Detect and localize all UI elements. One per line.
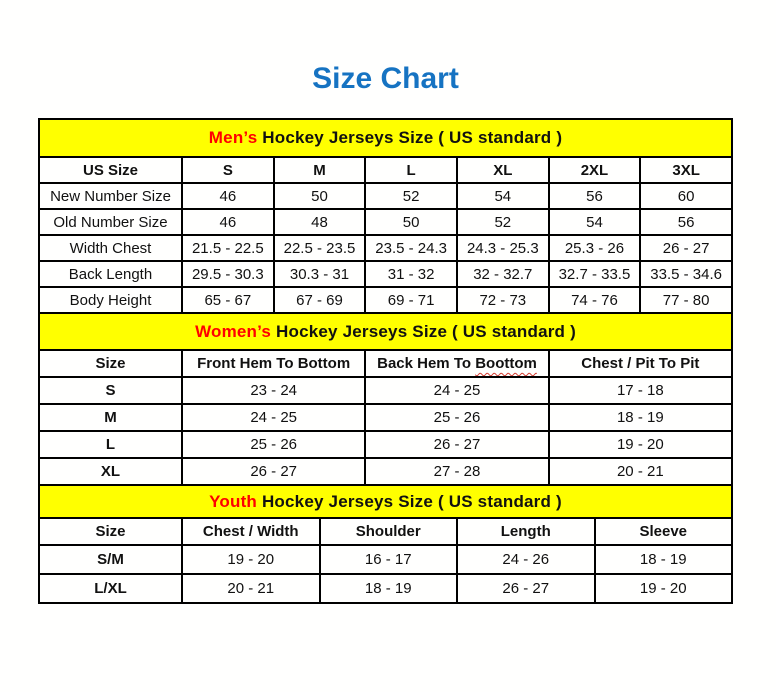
size-value: 26 - 27 — [365, 431, 548, 458]
size-value: 72 - 73 — [457, 287, 549, 313]
youth-section-title — [39, 485, 732, 518]
size-value: 25 - 26 — [365, 404, 548, 431]
size-value: 26 - 27 — [640, 235, 732, 261]
section-title-text: Hockey Jerseys Size ( US standard ) — [257, 128, 563, 147]
size-value: 46 — [182, 183, 274, 209]
size-value: 20 - 21 — [549, 458, 732, 485]
size-value: 18 - 19 — [549, 404, 732, 431]
size-value: 67 - 69 — [274, 287, 366, 313]
size-value: 46 — [182, 209, 274, 235]
row-label: S — [39, 377, 182, 404]
size-value: 54 — [457, 183, 549, 209]
table-row — [39, 183, 732, 209]
size-value: 26 - 27 — [182, 458, 365, 485]
row-label: XL — [39, 458, 182, 485]
size-value: 19 - 20 — [595, 574, 733, 603]
column-header: L — [365, 157, 457, 183]
section-title-highlight: Youth — [209, 491, 258, 511]
womens-section-title — [39, 313, 732, 350]
size-value: 16 - 17 — [320, 545, 458, 574]
size-value: 24 - 25 — [182, 404, 365, 431]
size-value: 74 - 76 — [549, 287, 641, 313]
size-value: 24.3 - 25.3 — [457, 235, 549, 261]
size-value: 25 - 26 — [182, 431, 365, 458]
youth-size-table — [38, 484, 733, 604]
size-value: 21.5 - 22.5 — [182, 235, 274, 261]
column-header: Front Hem To Bottom — [182, 350, 365, 377]
size-value: 32.7 - 33.5 — [549, 261, 641, 287]
row-label: L/XL — [39, 574, 182, 603]
size-value: 48 — [274, 209, 366, 235]
size-value: 33.5 - 34.6 — [640, 261, 732, 287]
size-value: 65 - 67 — [182, 287, 274, 313]
size-value: 19 - 20 — [549, 431, 732, 458]
column-header: Shoulder — [320, 518, 458, 545]
table-row — [39, 545, 732, 574]
size-value: 50 — [274, 183, 366, 209]
section-title-highlight: Men’s — [208, 128, 258, 147]
size-value: 27 - 28 — [365, 458, 548, 485]
size-value: 19 - 20 — [182, 545, 320, 574]
womens-size-table — [38, 312, 733, 486]
table-row — [39, 404, 732, 431]
row-label: Width Chest — [39, 235, 182, 261]
column-header: Back Hem To Boottom — [365, 350, 548, 377]
size-value: 22.5 - 23.5 — [274, 235, 366, 261]
size-value: 24 - 25 — [365, 377, 548, 404]
column-header: Chest / Width — [182, 518, 320, 545]
tables — [38, 118, 733, 604]
size-value: 56 — [549, 183, 641, 209]
size-value: 24 - 26 — [457, 545, 595, 574]
table-row — [39, 458, 732, 485]
column-header: Sleeve — [595, 518, 733, 545]
table-row — [39, 235, 732, 261]
size-value: 25.3 - 26 — [549, 235, 641, 261]
column-header: Chest / Pit To Pit — [549, 350, 732, 377]
size-value: 30.3 - 31 — [274, 261, 366, 287]
row-label: L — [39, 431, 182, 458]
row-label: S/M — [39, 545, 182, 574]
section-title-text: Hockey Jerseys Size ( US standard ) — [257, 491, 562, 511]
size-value: 52 — [365, 183, 457, 209]
size-value: 18 - 19 — [320, 574, 458, 603]
table-row — [39, 209, 732, 235]
mens-size-table — [38, 118, 733, 314]
column-header: S — [182, 157, 274, 183]
column-header: Size — [39, 350, 182, 377]
table-row — [39, 574, 732, 603]
size-value: 52 — [457, 209, 549, 235]
row-label: M — [39, 404, 182, 431]
page-title: Size Chart — [312, 62, 459, 95]
size-value: 50 — [365, 209, 457, 235]
row-label: Back Length — [39, 261, 182, 287]
size-value: 60 — [640, 183, 732, 209]
size-value: 20 - 21 — [182, 574, 320, 603]
row-label: Old Number Size — [39, 209, 182, 235]
section-title-highlight: Women’s — [195, 321, 272, 341]
size-value: 77 - 80 — [640, 287, 732, 313]
size-value: 23 - 24 — [182, 377, 365, 404]
table-row — [39, 261, 732, 287]
size-value: 32 - 32.7 — [457, 261, 549, 287]
section-title-text: Hockey Jerseys Size ( US standard ) — [271, 321, 576, 341]
size-value: 54 — [549, 209, 641, 235]
table-row — [39, 377, 732, 404]
size-value: 18 - 19 — [595, 545, 733, 574]
column-header: Length — [457, 518, 595, 545]
row-label: Body Height — [39, 287, 182, 313]
column-header: 2XL — [549, 157, 641, 183]
mens-section-title — [39, 119, 732, 157]
size-value: 26 - 27 — [457, 574, 595, 603]
row-label: New Number Size — [39, 183, 182, 209]
size-value: 17 - 18 — [549, 377, 732, 404]
column-header: 3XL — [640, 157, 732, 183]
column-header: US Size — [39, 157, 182, 183]
size-value: 56 — [640, 209, 732, 235]
size-value: 29.5 - 30.3 — [182, 261, 274, 287]
column-header: Size — [39, 518, 182, 545]
size-value: 69 - 71 — [365, 287, 457, 313]
misspelled-word: Boottom — [475, 355, 537, 372]
table-row — [39, 287, 732, 313]
size-value: 31 - 32 — [365, 261, 457, 287]
column-header: XL — [457, 157, 549, 183]
column-header: M — [274, 157, 366, 183]
size-value: 23.5 - 24.3 — [365, 235, 457, 261]
table-row — [39, 431, 732, 458]
